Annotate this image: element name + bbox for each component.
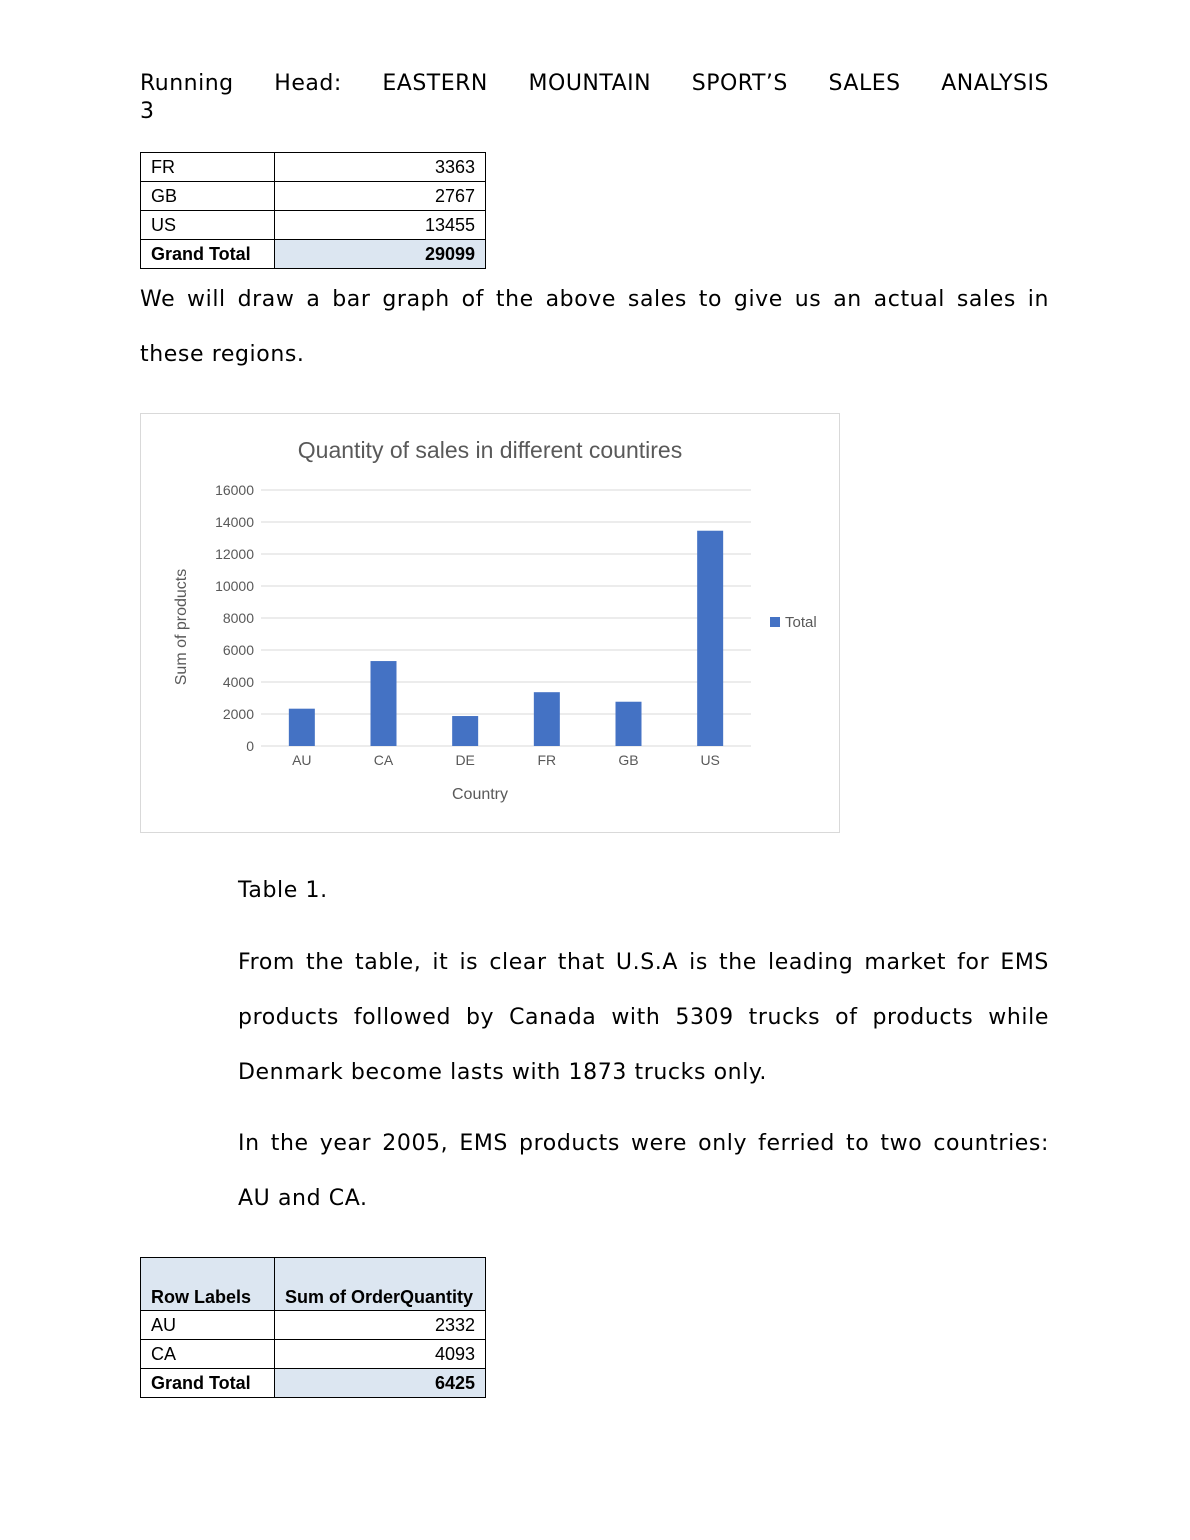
row-label: FR	[141, 153, 275, 182]
x-tick-label: AU	[292, 752, 312, 768]
intro-paragraph: We will draw a bar graph of the above sales to give us an actual sales in these regions.	[140, 287, 1049, 367]
chart-frame	[140, 413, 840, 833]
y-tick-label: 12000	[215, 546, 254, 562]
y-tick-label: 10000	[215, 578, 254, 594]
year-paragraph: In the year 2005, EMS products were only ferried to two countries: AU and CA.	[238, 1131, 1049, 1211]
grand-total-value: 29099	[275, 240, 486, 269]
running-head-word: SALES	[828, 71, 901, 96]
x-tick-label: DE	[455, 752, 475, 768]
running-head-word: EASTERN	[382, 71, 488, 96]
grand-total-row	[141, 1369, 486, 1398]
gridlines	[261, 490, 751, 746]
running-head-word: Head:	[274, 71, 342, 96]
x-axis-label: Country	[451, 786, 509, 803]
grand-total-row	[141, 240, 486, 269]
grand-total-value: 6425	[275, 1369, 486, 1398]
row-label: AU	[141, 1311, 275, 1340]
running-head	[140, 70, 1049, 126]
y-tick-label: 14000	[215, 514, 254, 530]
x-tick-label: CA	[373, 752, 394, 768]
chart-title: Quantity of sales in different countires	[297, 437, 683, 463]
row-value: 3363	[275, 153, 486, 182]
running-head-word: Running	[140, 71, 234, 96]
table-caption: Table 1.	[238, 878, 328, 903]
bar-us	[697, 531, 723, 746]
analysis-paragraph: From the table, it is clear that U.S.A is the leading market for EMS products followed by Canada with 5309 trucks of products while Denmark become lasts with 1873 trucks only.	[238, 950, 1049, 1085]
y-tick-label: 8000	[222, 610, 254, 626]
row-label: US	[141, 211, 275, 240]
order-quantity-table	[140, 1257, 486, 1398]
y-tick-label: 4000	[222, 674, 254, 690]
bar-fr	[534, 692, 560, 746]
row-value: 2767	[275, 182, 486, 211]
running-head-word: ANALYSIS	[941, 71, 1049, 96]
x-tick-label: US	[700, 752, 720, 768]
table-row	[141, 1311, 486, 1340]
page-number: 3	[140, 99, 155, 124]
y-tick-label: 2000	[222, 706, 254, 722]
legend-swatch	[770, 617, 780, 627]
row-value: 2332	[275, 1311, 486, 1340]
bar-de	[452, 716, 478, 746]
bar-gb	[616, 702, 642, 746]
country-sales-table	[140, 152, 486, 269]
running-head-word: MOUNTAIN	[528, 71, 652, 96]
running-head-word: SPORT’S	[691, 71, 788, 96]
y-tick-label: 0	[246, 738, 254, 754]
row-label: GB	[141, 182, 275, 211]
grand-total-label: Grand Total	[141, 240, 275, 269]
bar-au	[289, 709, 315, 746]
y-tick-label: 6000	[222, 642, 254, 658]
x-tick-label: GB	[618, 752, 639, 768]
header-row-labels: Row Labels	[141, 1258, 275, 1311]
y-axis-label: Sum of products	[173, 568, 190, 686]
table-header-row	[141, 1258, 486, 1311]
row-value: 4093	[275, 1340, 486, 1369]
table-row	[141, 153, 486, 182]
table-row	[141, 1340, 486, 1369]
y-tick-label: 16000	[215, 482, 254, 498]
legend-label: Total	[785, 614, 817, 631]
bar-ca	[371, 661, 397, 746]
table-row	[141, 211, 486, 240]
table-row	[141, 182, 486, 211]
bar-chart	[141, 414, 839, 832]
x-tick-label: FR	[537, 752, 557, 768]
grand-total-label: Grand Total	[141, 1369, 275, 1398]
row-value: 13455	[275, 211, 486, 240]
header-sum: Sum of OrderQuantity	[275, 1258, 486, 1311]
row-label: CA	[141, 1340, 275, 1369]
